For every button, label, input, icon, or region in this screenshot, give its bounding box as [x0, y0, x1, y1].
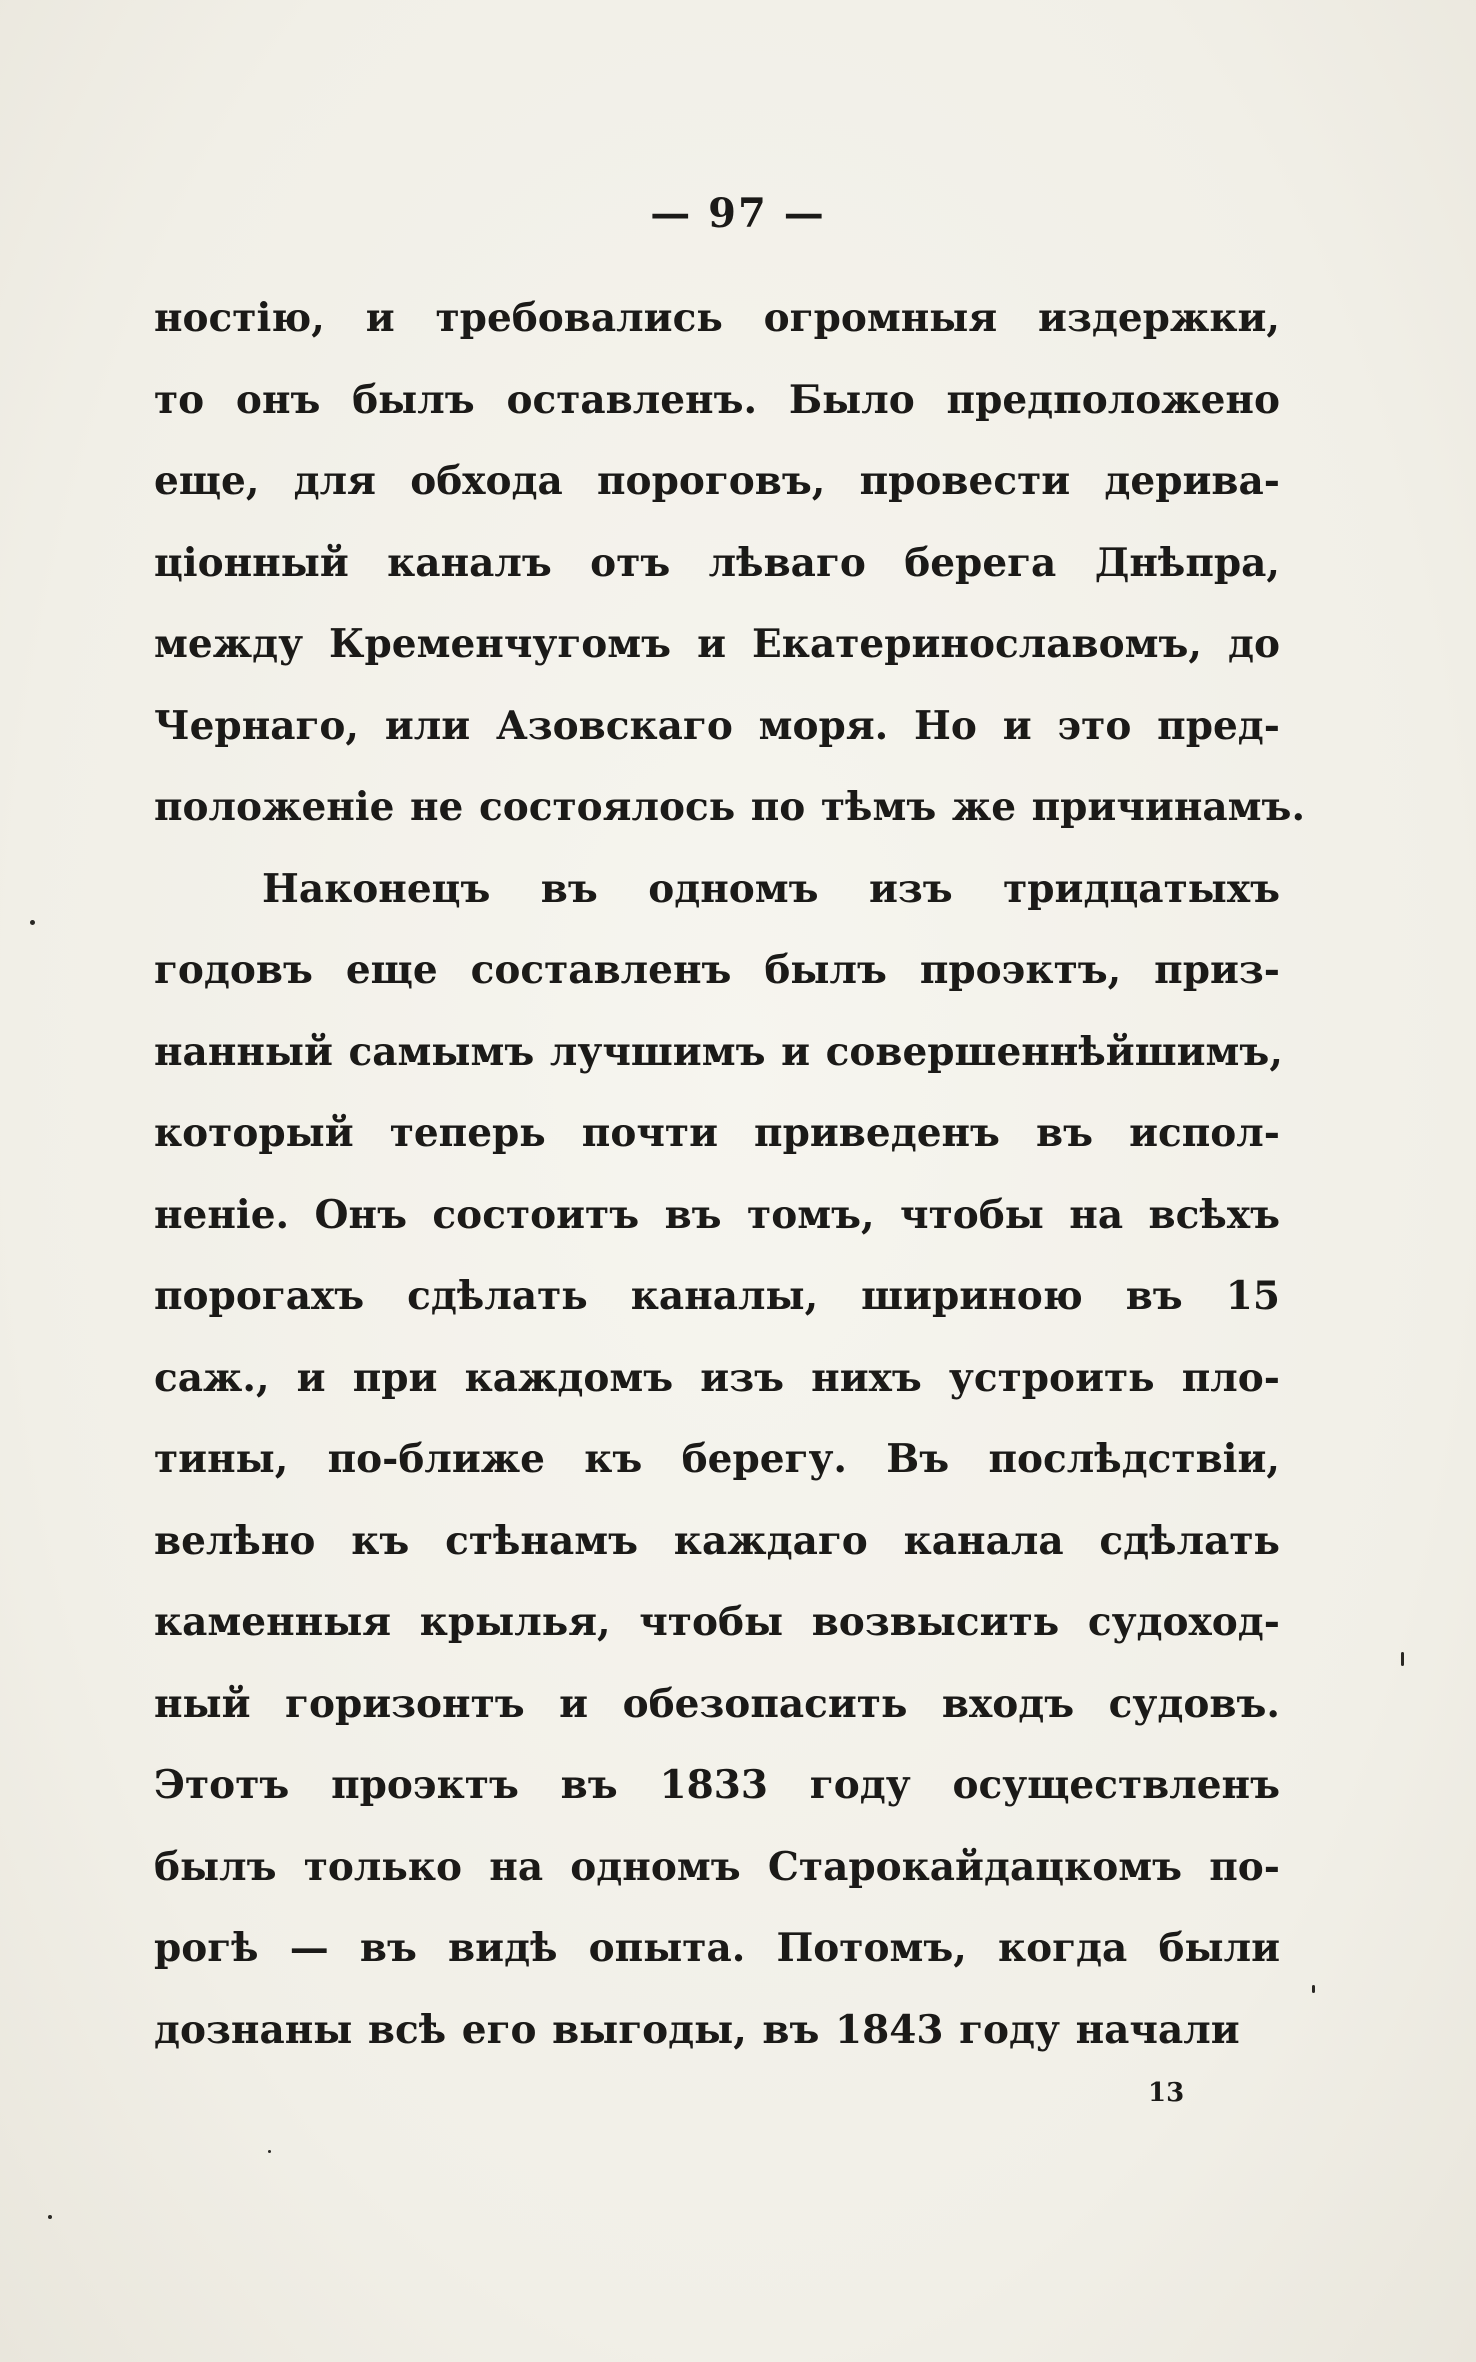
text-line: Этотъ проэктъ въ 1833 году осуществленъ	[154, 1762, 1280, 1808]
text-line: нанный самымъ лучшимъ и совершеннѣйшимъ,	[154, 1028, 1283, 1075]
text-line: между Кременчугомъ и Екатеринославомъ, до	[154, 621, 1280, 667]
text-line: каменныя крылья, чтобы возвысить судоход-	[154, 1599, 1280, 1645]
body-text	[154, 278, 1306, 2071]
text-line: то онъ былъ оставленъ. Было предположено	[154, 376, 1280, 423]
text-line: ный горизонтъ и обезопасить входъ судовъ.	[154, 1680, 1280, 1727]
page-number: — 97 —	[650, 190, 826, 237]
text-line: тины, по-ближе къ берегу. Въ послѣдствіи,	[154, 1436, 1280, 1482]
text-line: положеніе не состоялось по тѣмъ же причинамъ.	[154, 784, 1306, 830]
text-line: неніе. Онъ состоитъ въ томъ, чтобы на всѣхъ	[154, 1191, 1280, 1238]
paragraph-2	[154, 849, 1283, 2072]
text-line: Наконецъ въ одномъ изъ тридцатыхъ	[262, 865, 1280, 912]
text-line: велѣно къ стѣнамъ каждаго канала сдѣлать	[154, 1517, 1280, 1564]
text-line: ціонный каналъ отъ лѣваго берега Днѣпра,	[154, 539, 1280, 586]
text-line: еще, для обхода пороговъ, провести дерива-	[154, 458, 1280, 504]
paper-speck	[48, 2215, 52, 2219]
text-line: дознаны всѣ его выгоды, въ 1843 году начали	[154, 2006, 1240, 2053]
paper-speck	[268, 2150, 271, 2153]
text-line: годовъ еще составленъ былъ проэктъ, приз-	[154, 947, 1280, 993]
paragraph-1	[154, 278, 1306, 849]
text-line: былъ только на одномъ Старокайдацкомъ по-	[154, 1843, 1280, 1890]
text-line: ностію, и требовались огромныя издержки,	[154, 295, 1280, 341]
paper-speck	[30, 920, 35, 925]
signature-mark: 13	[1148, 2078, 1185, 2108]
text-line: рогѣ — въ видѣ опыта. Потомъ, когда были	[154, 1925, 1280, 1971]
paper-speck	[1312, 1985, 1315, 1993]
text-line: Чернаго, или Азовскаго моря. Но и это пред-	[154, 702, 1280, 749]
text-line: который теперь почти приведенъ въ испол-	[154, 1110, 1280, 1156]
paper-speck	[1401, 1652, 1404, 1666]
text-line: саж., и при каждомъ изъ нихъ устроить пло-	[154, 1354, 1280, 1401]
text-line: порогахъ сдѣлать каналы, шириною въ 15	[154, 1273, 1280, 1319]
